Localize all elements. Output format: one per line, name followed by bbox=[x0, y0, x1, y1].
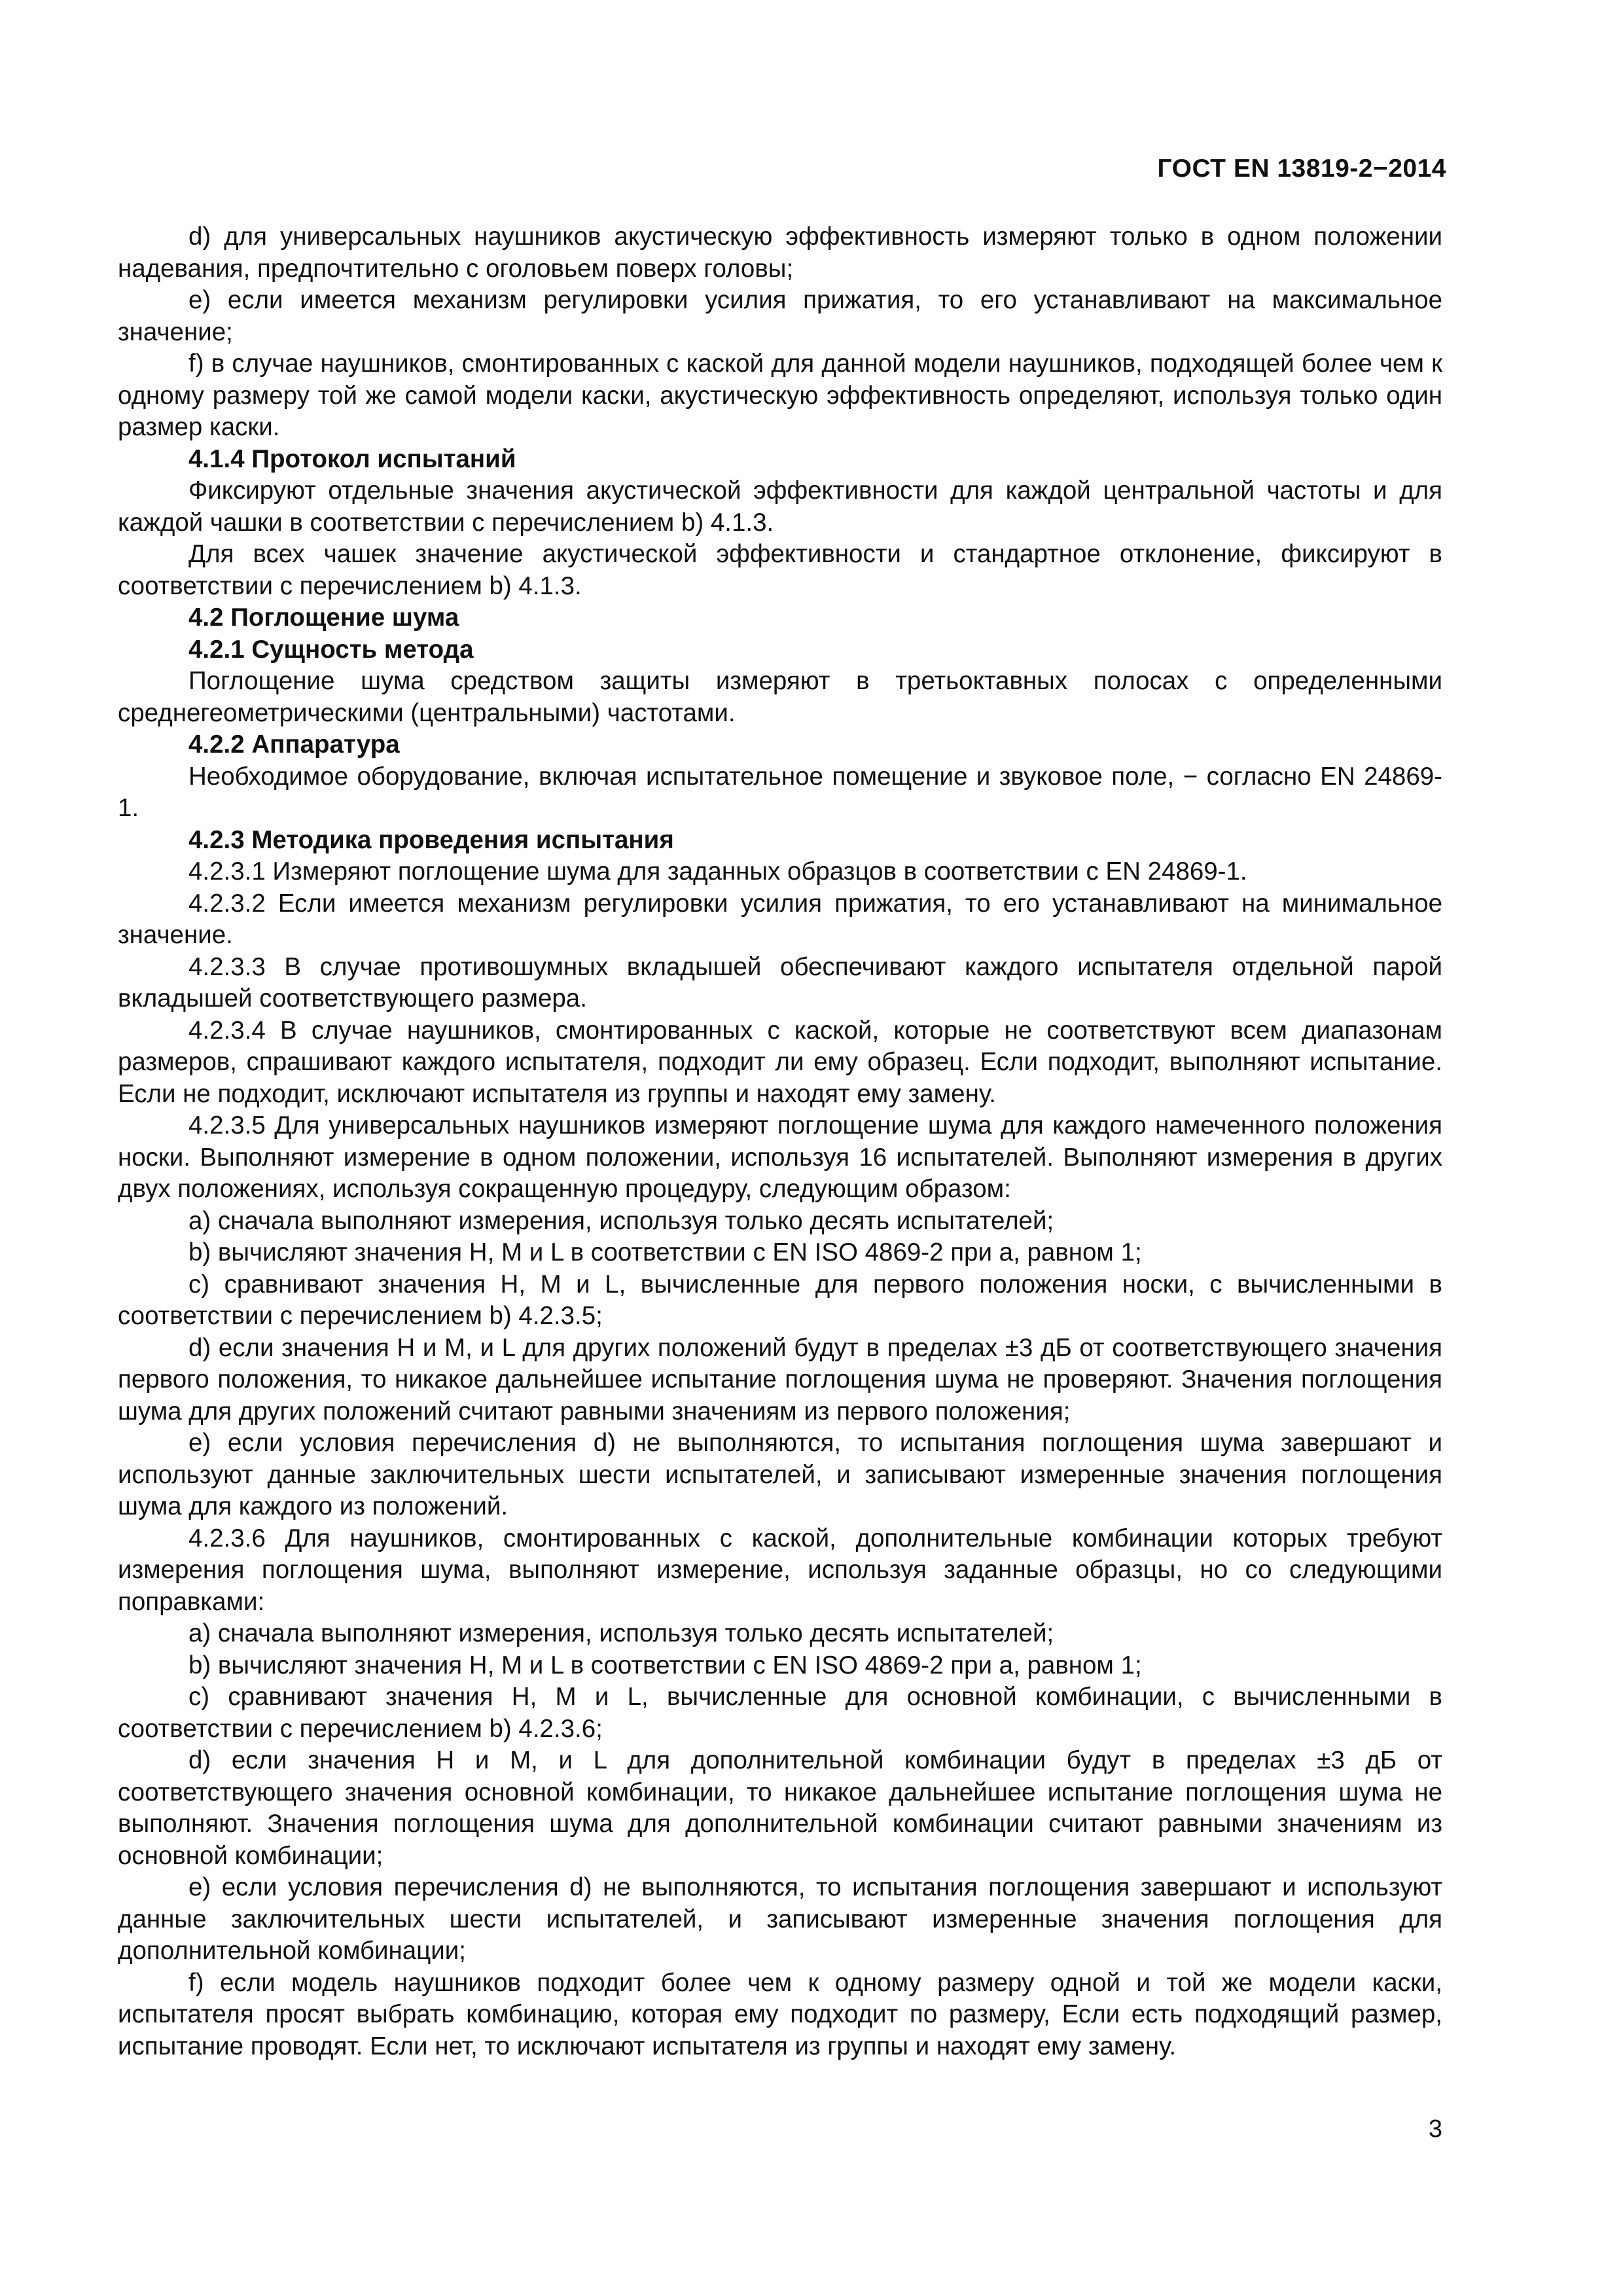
paragraph: d) для универсальных наушников акустическую эффективность измеряют только в одном положении надевания, предпочтительно с оголовьем поверх головы; bbox=[118, 223, 1442, 283]
section-heading: 4.2 Поглощение шума bbox=[188, 603, 459, 632]
list-item: a) сначала выполняют измерения, используя только десять испытателей; bbox=[188, 1619, 1054, 1647]
document-body bbox=[118, 221, 1442, 2062]
list-item: e) если условия перечисления d) не выполняются, то испытания поглощения шума завершают и используют данные заключительных шести испытателей, и записывают измеренные значения поглощения шума для каждого из положений. bbox=[118, 1429, 1442, 1520]
page-number: 3 bbox=[1428, 2115, 1442, 2143]
paragraph: 4.2.3.3 В случае противошумных вкладышей обеспечивают каждого испытателя отдельной парой вкладышей соответствующего размера. bbox=[118, 952, 1442, 1013]
paragraph: Необходимое оборудование, включая испытательное помещение и звуковое поле, − согласно EN 24869-1. bbox=[118, 762, 1442, 822]
paragraph: Поглощение шума средством защиты измеряют в третьоктавных полосах с определенными среднегеометрическими (центральными) частотами. bbox=[118, 667, 1442, 727]
paragraph: 4.2.3.6 Для наушников, смонтированных с каской, дополнительные комбинации которых требуют измерения поглощения шума, выполняют измерение, используя заданные образцы, но со следующими поправками: bbox=[118, 1524, 1442, 1616]
list-item: a) сначала выполняют измерения, используя только десять испытателей; bbox=[188, 1206, 1054, 1235]
paragraph: e) если имеется механизм регулировки усилия прижатия, то его устанавливают на максимальное значение; bbox=[118, 286, 1442, 346]
list-item: b) вычисляют значения H, M и L в соответствии с EN ISO 4869-2 при a, равном 1; bbox=[188, 1651, 1142, 1679]
paragraph: 4.2.3.1 Измеряют поглощение шума для заданных образцов в соответствии с EN 24869-1. bbox=[188, 857, 1247, 886]
list-item: e) если условия перечисления d) не выполняются, то испытания поглощения завершают и используют данные заключительных шести испытателей, и записывают измеренные значения поглощения для дополнительной комбинации; bbox=[118, 1873, 1442, 1965]
section-heading: 4.2.3 Методика проведения испытания bbox=[188, 825, 674, 854]
paragraph: 4.2.3.5 Для универсальных наушников измеряют поглощение шума для каждого намеченного положения носки. Выполняют измерение в одном положении, используя 16 испытателей. Выполняют измерения в других двух положениях, используя сокращенную процедуру, следующим образом: bbox=[118, 1111, 1442, 1203]
paragraph: f) в случае наушников, смонтированных с каской для данной модели наушников, подходящей более чем к одному размеру той же самой модели каски, акустическую эффективность определяют, используя только один размер каски. bbox=[118, 350, 1442, 441]
section-heading: 4.1.4 Протокол испытаний bbox=[188, 444, 516, 473]
list-item: c) сравнивают значения H, M и L, вычисленные для основной комбинации, с вычисленными в соответствии с перечислением b) 4.2.3.6; bbox=[118, 1683, 1442, 1743]
list-item: c) сравнивают значения H, M и L, вычисленные для первого положения носки, с вычисленными в соответствии с перечислением b) 4.2.3.5; bbox=[118, 1270, 1442, 1330]
section-heading: 4.2.1 Сущность метода bbox=[188, 635, 474, 664]
list-item: b) вычисляют значения H, M и L в соответствии с EN ISO 4869-2 при a, равном 1; bbox=[188, 1238, 1142, 1266]
list-item: d) если значения H и M, и L для других положений будут в пределах ±3 дБ от соответствующего значения первого положения, то никакое дальнейшее испытание поглощения шума не проверяют. Значения поглощения шума для других положений считают равными значениям из первого положения; bbox=[118, 1333, 1442, 1426]
paragraph: Для всех чашек значение акустической эффективности и стандартное отклонение, фиксируют в соответствии с перечислением b) 4.1.3. bbox=[118, 540, 1442, 600]
list-item: f) если модель наушников подходит более чем к одному размеру одной и той же модели каски, испытателя просят выбрать комбинацию, которая ему подходит по размеру, Если есть подходящий размер, испытание проводят. Если нет, то исключают испытателя из группы и находят ему замену. bbox=[118, 1968, 1442, 2060]
paragraph: Фиксируют отдельные значения акустической эффективности для каждой центральной частоты и для каждой чашки в соответствии с перечислением b) 4.1.3. bbox=[118, 476, 1442, 537]
section-heading: 4.2.2 Аппаратура bbox=[188, 730, 400, 759]
list-item: d) если значения H и M, и L для дополнительной комбинации будут в пределах ±3 дБ от соответствующего значения основной комбинации, то никакое дальнейшее испытание поглощения шума не выполняют. Значения поглощения шума для дополнительной комбинации считают равными значениям из основной комбинации; bbox=[118, 1746, 1442, 1870]
paragraph: 4.2.3.4 В случае наушников, смонтированных с каской, которые не соответствуют всем диапазонам размеров, спрашивают каждого испытателя, подходит ли ему образец. Если подходит, выполняют испытание. Если не подходит, исключают испытателя из группы и находят ему замену. bbox=[118, 1016, 1442, 1108]
document-header: ГОСТ EN 13819-2−2014 bbox=[1157, 154, 1446, 183]
paragraph: 4.2.3.2 Если имеется механизм регулировки усилия прижатия, то его устанавливают на минимальное значение. bbox=[118, 889, 1442, 949]
